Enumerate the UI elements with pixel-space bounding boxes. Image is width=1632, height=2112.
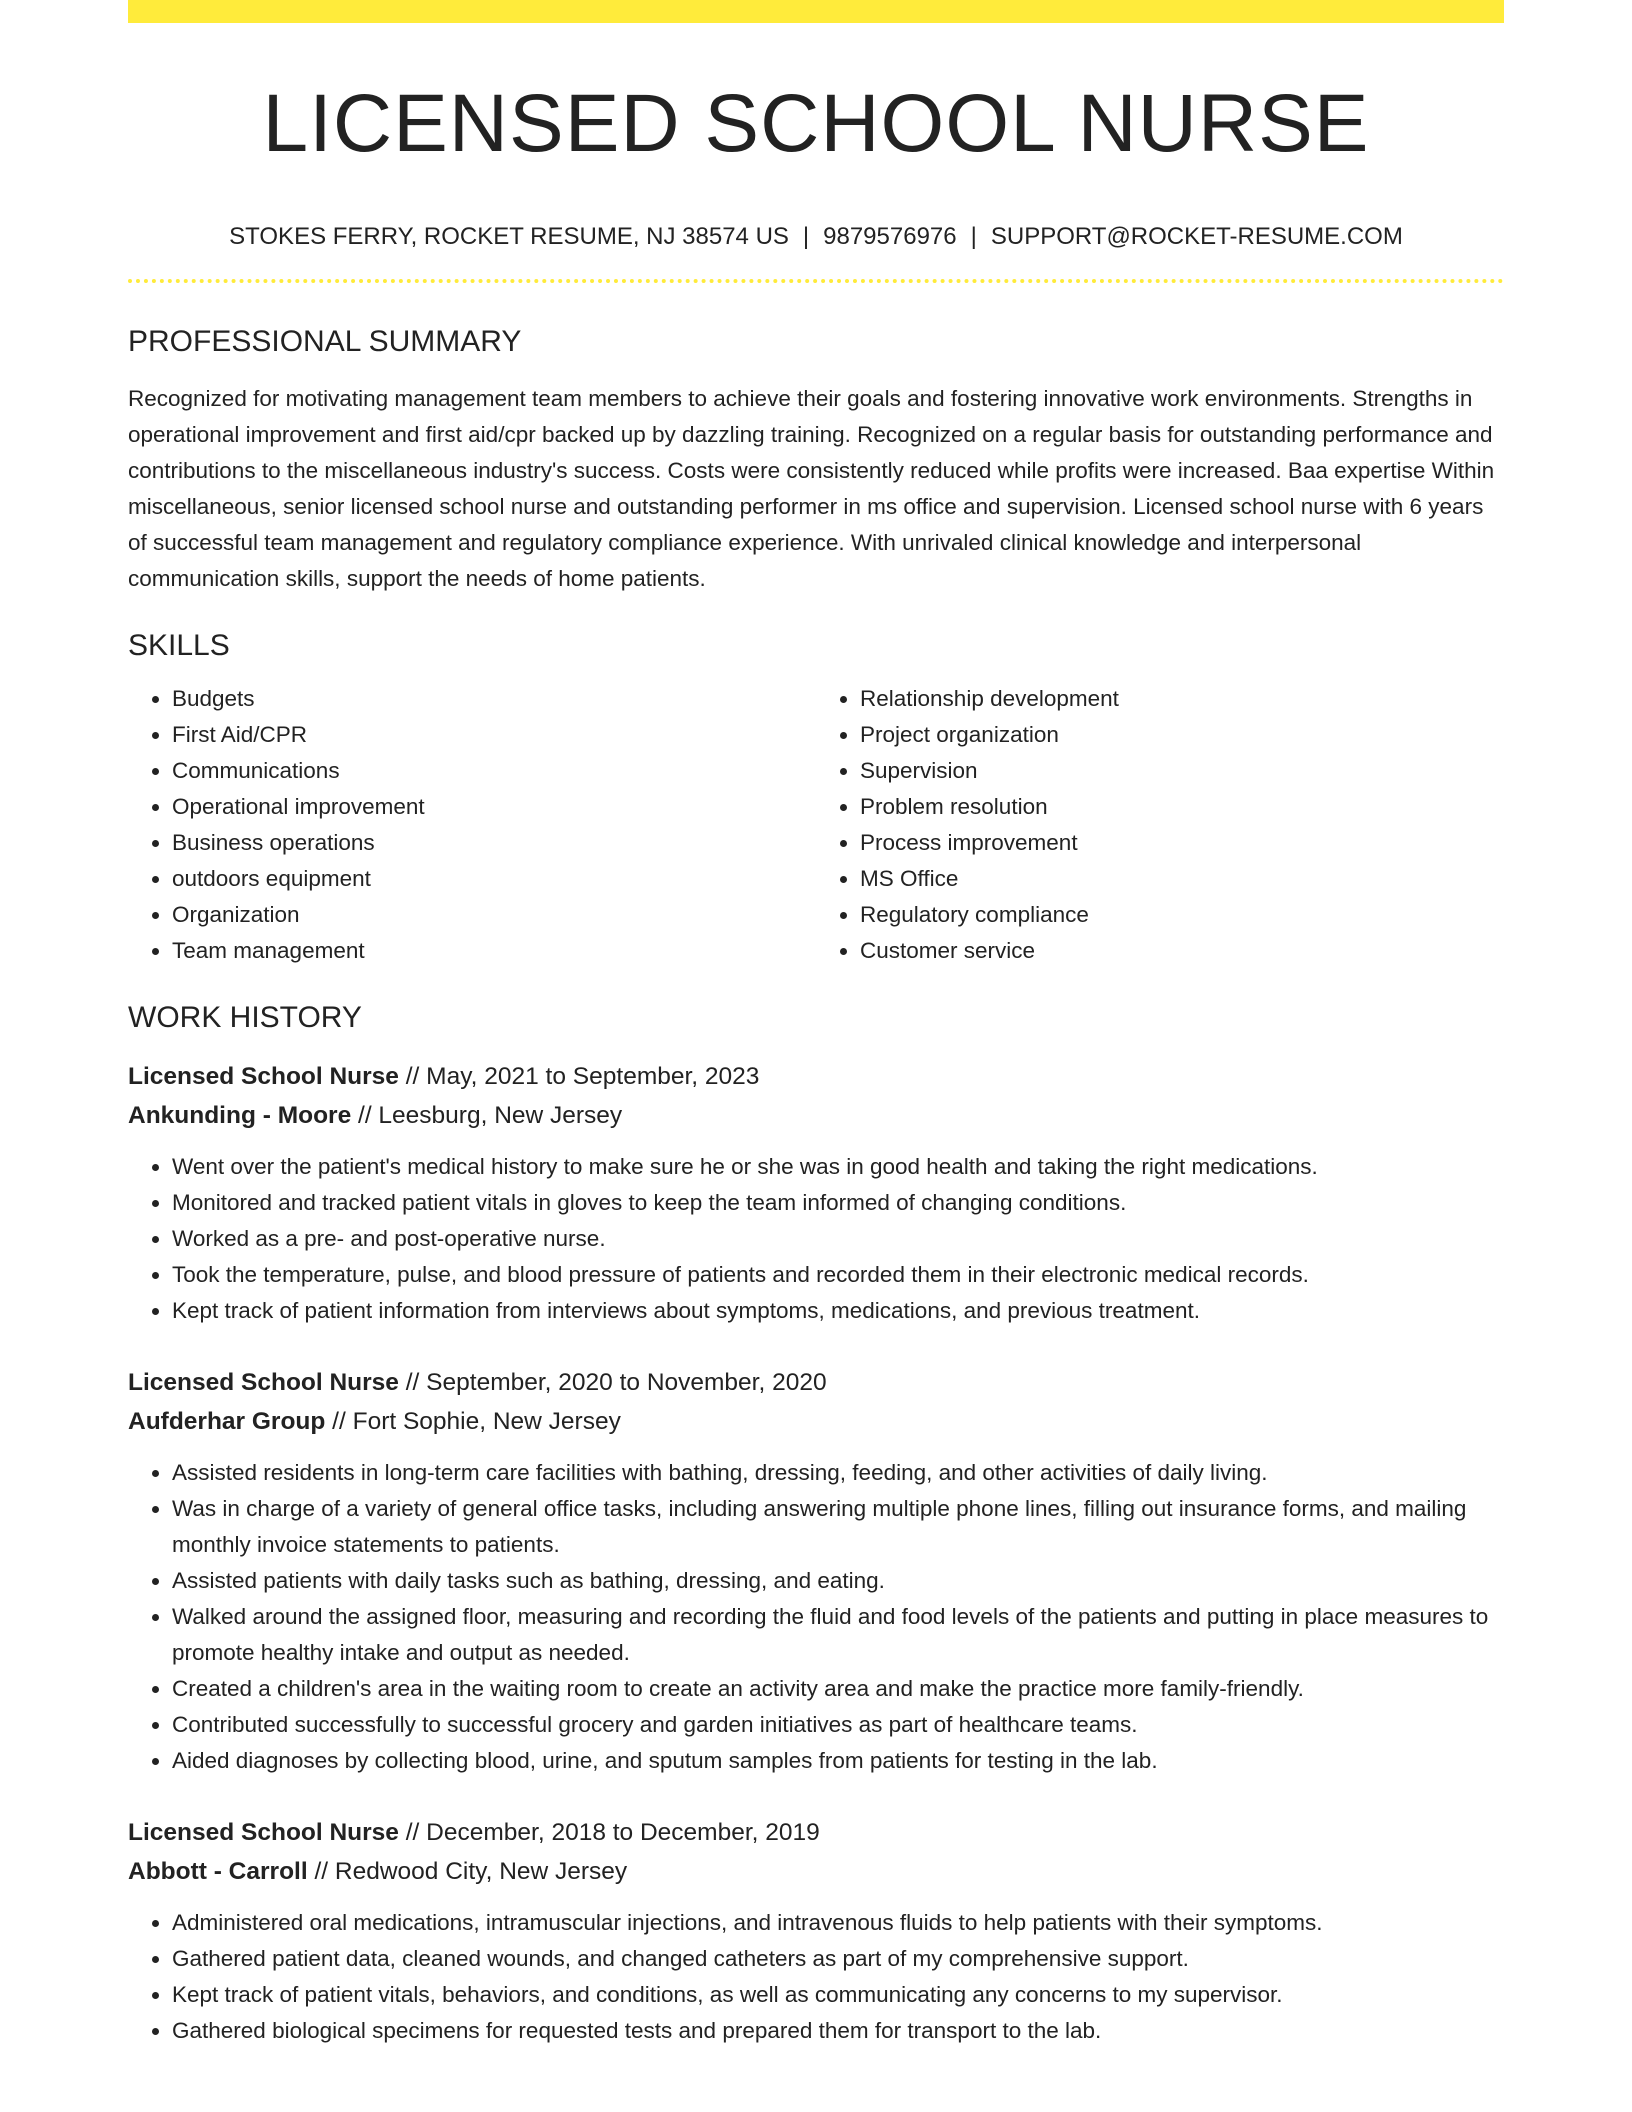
skill-item: • Operational improvement bbox=[172, 789, 816, 825]
summary-text: Recognized for motivating management team members to achieve their goals and fostering innovative work environments. Strengths in operational improvement and first aid/cpr backed up by dazzling training. Recognized on a regular basis for outstanding performance and contributions to the miscellaneous industry's success. Costs were consistently reduced while profits were increased. Baa expertise Within miscellaneous, senior licensed school nurse and outstanding performer in ms office and supervision. Licensed school nurse with 6 years of successful team management and regulatory compliance experience. With unrivaled clinical knowledge and interpersonal communication skills, support the needs of home patients. bbox=[128, 386, 1495, 591]
section-title-skills: SKILLS bbox=[128, 629, 230, 662]
job-bullet: • Aided diagnoses by collecting blood, urine, and sputum samples from patients for testing in the lab. bbox=[172, 1743, 1504, 1779]
skill-item: • MS Office bbox=[860, 861, 1504, 897]
job-bullet: • Administered oral medications, intramuscular injections, and intravenous fluids to help patients with their symptoms. bbox=[172, 1905, 1504, 1941]
contact-separator: | bbox=[970, 223, 977, 250]
job-bullet: • Kept track of patient vitals, behaviors, and conditions, as well as communicating any concerns to my supervisor. bbox=[172, 1977, 1504, 2013]
skill-item: • Customer service bbox=[860, 933, 1504, 969]
job-entry bbox=[128, 1057, 1504, 1329]
job-bullet: • Was in charge of a variety of general office tasks, including answering multiple phone lines, filling out insurance forms, and mailing monthly invoice statements to patients. bbox=[172, 1491, 1504, 1563]
job-role: Licensed School Nurse bbox=[128, 1369, 399, 1396]
skills-left-column bbox=[128, 681, 816, 969]
contact-phone: 9879576976 bbox=[823, 223, 957, 250]
job-location: // Leesburg, New Jersey bbox=[351, 1102, 623, 1129]
job-entry bbox=[128, 1813, 1504, 2049]
skills-grid bbox=[128, 681, 1504, 969]
job-company-line bbox=[128, 1096, 1504, 1135]
job-company: Aufderhar Group bbox=[128, 1408, 326, 1435]
job-role: Licensed School Nurse bbox=[128, 1819, 399, 1846]
job-location: // Fort Sophie, New Jersey bbox=[325, 1408, 621, 1435]
contact-email: SUPPORT@ROCKET-RESUME.COM bbox=[990, 223, 1403, 250]
skills-section bbox=[128, 631, 1504, 969]
job-bullet: • Went over the patient's medical history to make sure he or she was in good health and taking the right medications. bbox=[172, 1149, 1504, 1185]
job-company: Ankunding - Moore bbox=[128, 1102, 352, 1129]
job-company-line bbox=[128, 1852, 1504, 1891]
summary-section bbox=[128, 327, 1504, 597]
skill-item: • Budgets bbox=[172, 681, 816, 717]
skill-item: • Supervision bbox=[860, 753, 1504, 789]
job-bullet: • Kept track of patient information from interviews about symptoms, medications, and previous treatment. bbox=[172, 1293, 1504, 1329]
skill-item: • Problem resolution bbox=[860, 789, 1504, 825]
jobs-list bbox=[128, 1057, 1504, 2049]
skill-item: • Relationship development bbox=[860, 681, 1504, 717]
job-company: Abbott - Carroll bbox=[128, 1858, 308, 1885]
resume-name: LICENSED SCHOOL NURSE bbox=[262, 78, 1370, 169]
dotted-divider bbox=[128, 279, 1504, 283]
section-title-summary: PROFESSIONAL SUMMARY bbox=[128, 325, 522, 358]
job-bullet: • Assisted residents in long-term care facilities with bathing, dressing, feeding, and other activities of daily living. bbox=[172, 1455, 1504, 1491]
job-dates: // September, 2020 to November, 2020 bbox=[398, 1369, 827, 1396]
skill-item: • Organization bbox=[172, 897, 816, 933]
contact-separator: | bbox=[802, 223, 810, 250]
resume-page bbox=[128, 0, 1504, 2049]
job-entry bbox=[128, 1363, 1504, 1779]
job-bullet: • Contributed successfully to successful grocery and garden initiatives as part of healthcare teams. bbox=[172, 1707, 1504, 1743]
job-company-line bbox=[128, 1402, 1504, 1441]
job-title-line bbox=[128, 1057, 1504, 1096]
skill-item: • Communications bbox=[172, 753, 816, 789]
job-bullets bbox=[128, 1149, 1504, 1329]
skill-item: • Team management bbox=[172, 933, 816, 969]
skills-right-column bbox=[816, 681, 1504, 969]
contact-address: STOKES FERRY, ROCKET RESUME, NJ 38574 US bbox=[229, 223, 789, 250]
job-dates: // December, 2018 to December, 2019 bbox=[398, 1819, 820, 1846]
job-dates: // May, 2021 to September, 2023 bbox=[398, 1063, 760, 1090]
job-bullet: • Monitored and tracked patient vitals in gloves to keep the team informed of changing conditions. bbox=[172, 1185, 1504, 1221]
job-bullet: • Gathered biological specimens for requested tests and prepared them for transport to the lab. bbox=[172, 2013, 1504, 2049]
skill-item: • Regulatory compliance bbox=[860, 897, 1504, 933]
skill-item: • Business operations bbox=[172, 825, 816, 861]
job-title-line bbox=[128, 1363, 1504, 1402]
skill-item: • First Aid/CPR bbox=[172, 717, 816, 753]
job-bullet: • Worked as a pre- and post-operative nurse. bbox=[172, 1221, 1504, 1257]
accent-top-bar bbox=[128, 0, 1504, 23]
work-history-section bbox=[128, 1003, 1504, 2049]
section-title-work-history: WORK HISTORY bbox=[128, 1001, 362, 1034]
job-role: Licensed School Nurse bbox=[128, 1063, 399, 1090]
skill-item: • outdoors equipment bbox=[172, 861, 816, 897]
job-bullet: • Gathered patient data, cleaned wounds, and changed catheters as part of my comprehensive support. bbox=[172, 1941, 1504, 1977]
job-bullet: • Took the temperature, pulse, and blood pressure of patients and recorded them in their electronic medical records. bbox=[172, 1257, 1504, 1293]
job-bullets bbox=[128, 1905, 1504, 2049]
job-location: // Redwood City, New Jersey bbox=[307, 1858, 628, 1885]
skill-item: • Project organization bbox=[860, 717, 1504, 753]
job-title-line bbox=[128, 1813, 1504, 1852]
job-bullet: • Walked around the assigned floor, measuring and recording the fluid and food levels of the patients and putting in place measures to promote healthy intake and output as needed. bbox=[172, 1599, 1504, 1671]
job-bullets bbox=[128, 1455, 1504, 1779]
job-bullet: • Created a children's area in the waiting room to create an activity area and make the practice more family-friendly. bbox=[172, 1671, 1504, 1707]
skill-item: • Process improvement bbox=[860, 825, 1504, 861]
contact-line bbox=[128, 223, 1504, 251]
job-bullet: • Assisted patients with daily tasks such as bathing, dressing, and eating. bbox=[172, 1563, 1504, 1599]
